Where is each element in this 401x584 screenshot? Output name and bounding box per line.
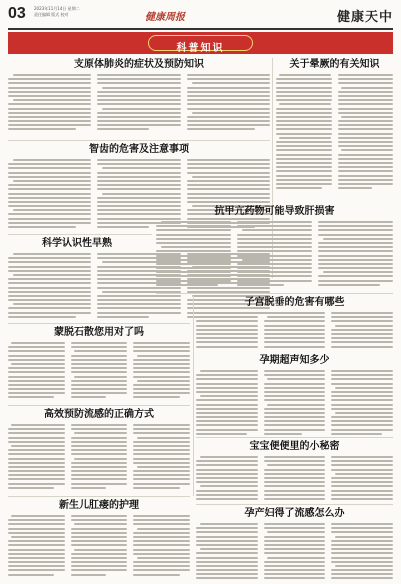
article-title: 子宫脱垂的危害有哪些: [244, 297, 345, 308]
article-body: [196, 312, 258, 350]
row-divider: [8, 140, 270, 141]
article-body: [97, 253, 180, 318]
article-body: [8, 159, 91, 228]
article-body: [264, 370, 326, 435]
article-body: [71, 424, 128, 489]
article-body: [133, 342, 190, 398]
article-body: [8, 424, 65, 489]
article-body: [196, 370, 258, 435]
article-title: 蒙脱石散您用对了吗: [54, 327, 144, 338]
row-divider: [196, 504, 393, 505]
section-banner: [8, 32, 393, 54]
article-title: 宝宝便便里的小秘密: [249, 441, 340, 452]
article-title: 智齿的危害及注意事项: [89, 144, 189, 155]
article-body: [8, 515, 65, 576]
article-body: [8, 342, 65, 398]
article-body: [318, 221, 393, 286]
article-title: 关于晕厥的有关知识: [289, 59, 380, 70]
row-divider: [8, 234, 152, 235]
page-number: 03: [8, 5, 26, 22]
article-montmorillonite: [8, 326, 190, 404]
article-body: [331, 456, 393, 502]
article-title: 新生儿肛瘘的护理: [59, 500, 139, 511]
issue-editors: 责任编辑 版式 校对: [34, 12, 69, 17]
article-flu-prevention: [8, 408, 190, 494]
article-title: 孕期超声知多少: [259, 355, 330, 366]
row-divider: [156, 293, 393, 294]
article-body: [331, 523, 393, 581]
article-newborn-anal-fistula: [8, 499, 190, 581]
banner-title: 科普知识: [176, 43, 225, 54]
article-body: [187, 74, 270, 130]
row-divider: [8, 323, 190, 324]
issue-date: 2023年11月14日 星期二: [34, 6, 80, 11]
article-syncope: [276, 58, 393, 198]
article-body: [264, 456, 326, 502]
article-title: 抗甲亢药物可能导致肝损害: [214, 206, 335, 217]
article-title: 支原体肺炎的症状及预防知识: [74, 59, 204, 70]
article-body: [338, 74, 394, 189]
header-rule: [8, 28, 393, 30]
article-body: [276, 74, 332, 189]
article-baby-stool: [196, 440, 393, 502]
article-body: [196, 523, 258, 581]
article-body: [331, 370, 393, 435]
page-header: [8, 4, 393, 28]
article-body: [97, 74, 180, 130]
article-pregnant-flu: [196, 507, 393, 581]
row-divider: [8, 496, 190, 497]
article-body: [8, 74, 91, 130]
article-mycoplasma: [8, 58, 270, 138]
paper-name: 健康周报: [145, 12, 185, 23]
article-body: [133, 515, 190, 576]
banner-frame: [148, 35, 253, 54]
article-body: [71, 342, 128, 398]
article-title: 孕产妇得了流感怎么办: [244, 508, 345, 519]
article-title: 科学认识性早熟: [42, 238, 112, 249]
article-body: [133, 424, 190, 489]
article-body: [264, 312, 326, 350]
article-body: [264, 523, 326, 581]
column-divider: [193, 296, 194, 496]
row-divider: [196, 437, 393, 438]
article-body: [196, 456, 258, 502]
article-title: 高效预防流感的正确方式: [44, 409, 154, 420]
article-pregnancy-ultrasound: [196, 354, 393, 436]
issue-meta: [34, 6, 80, 18]
article-body: [8, 253, 91, 318]
article-uterine-prolapse: [196, 296, 393, 350]
article-body: [331, 312, 393, 350]
section-name: 健康天中: [336, 10, 393, 25]
article-body: [71, 515, 128, 576]
row-divider: [8, 405, 190, 406]
